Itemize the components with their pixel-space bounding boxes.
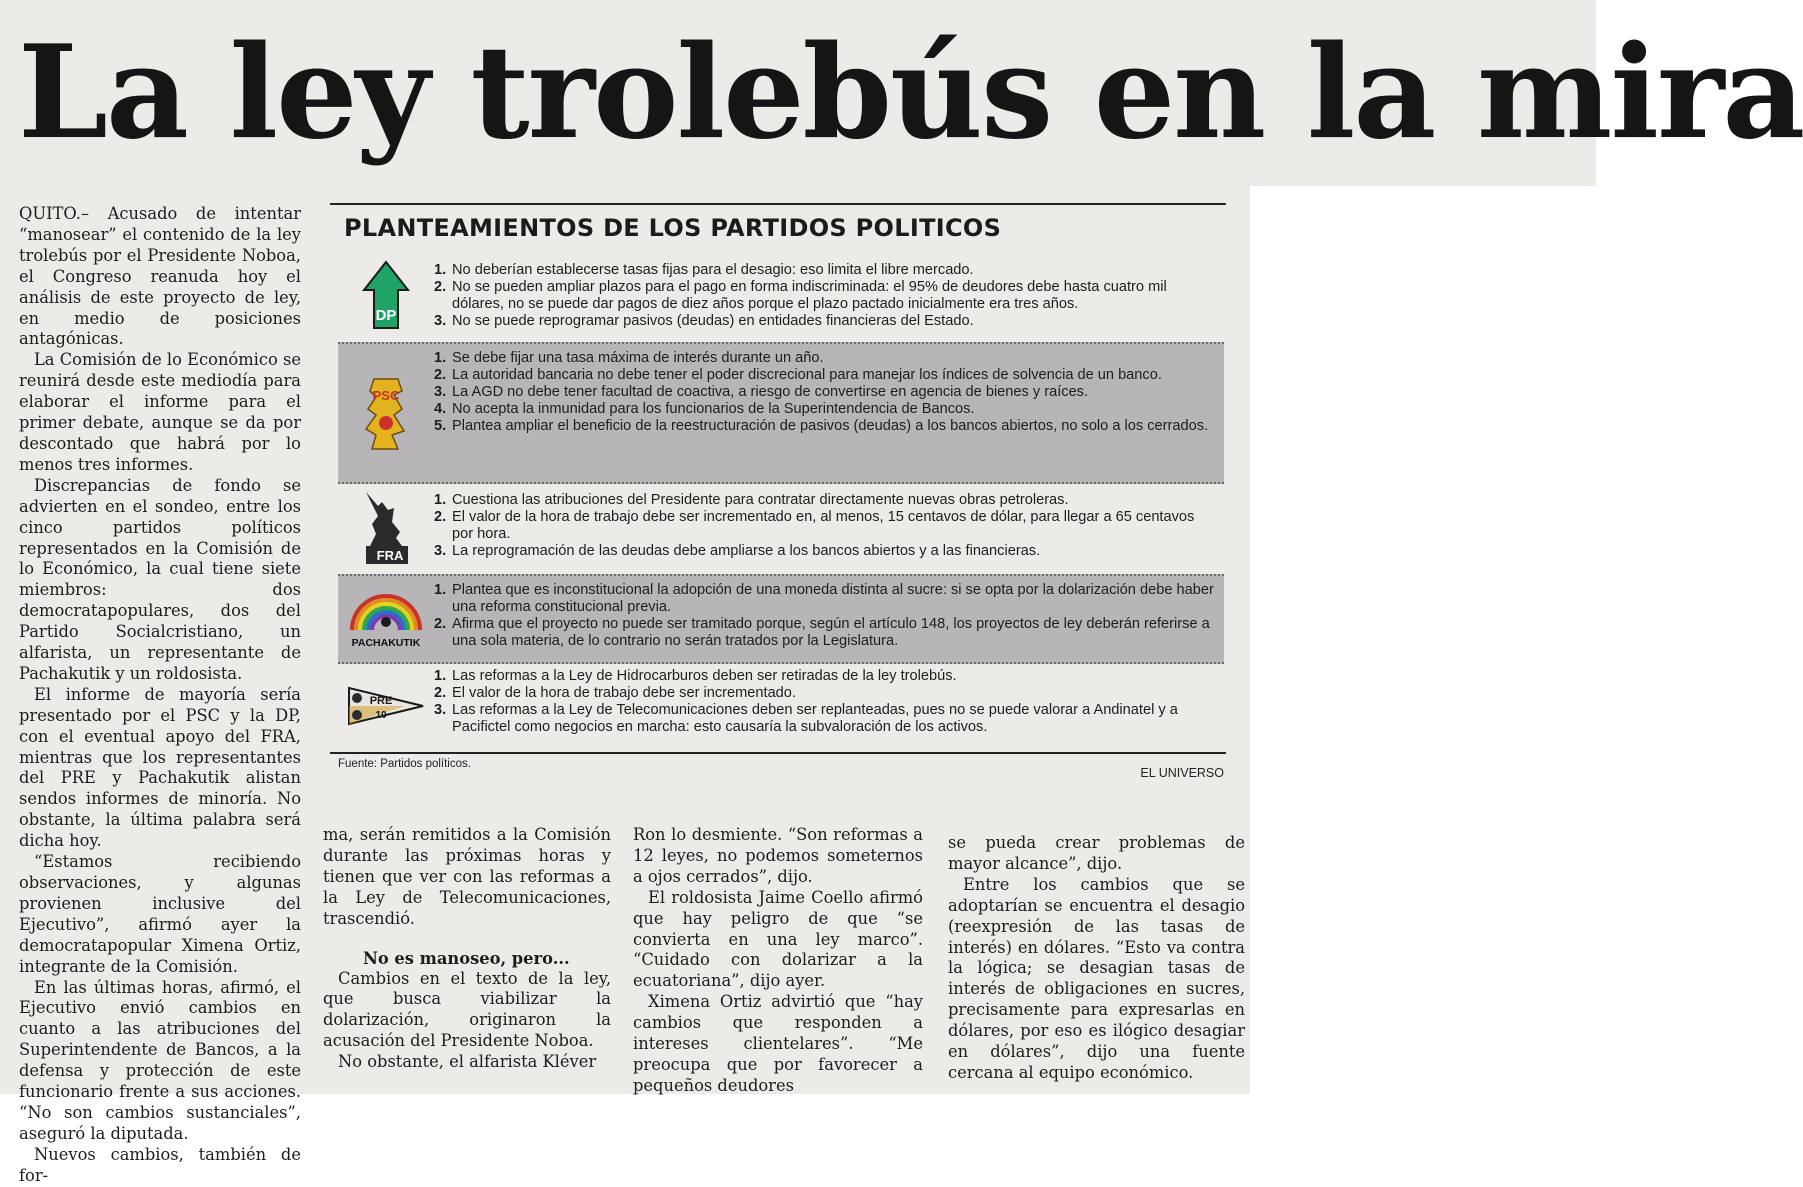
party-block-dp (338, 256, 1224, 334)
pre-pennant-icon (338, 664, 434, 748)
party-point: 3. La reprogramación de las deudas debe ampliarse a los bancos abiertos y a las financieras. (434, 543, 1041, 559)
article-paragraph: El informe de mayoría sería presentado por el PSC y la DP, con el eventual apoyo del FRA, mientras que los representantes del PRE y Pachakutik alistan sendos informes de minoría. No obstante, la última palabra será dicha hoy. (19, 684, 301, 851)
article-paragraph: En las últimas horas, afirmó, el Ejecutivo envió cambios en cuanto a las atribuciones del Superintendente de Bancos, a la defensa y protección de este funcionario frente a sus acciones. “No son cambios sustanciales”, aseguró la diputada. (19, 977, 301, 1143)
party-point: 1. Las reformas a la Ley de Hidrocarburos deben ser retiradas de la ley trolebús. (434, 668, 957, 684)
article-paragraph: ma, serán remitidos a la Comisión durante las próximas horas y tienen que ver con las reformas a la Ley de Telecomunicaciones, trascendió. (323, 825, 611, 928)
article-paragraph: se pueda crear problemas de mayor alcance”, dijo. (948, 833, 1245, 873)
rainbow-icon (338, 576, 434, 662)
party-point: 2. La autoridad bancaria no debe tener el poder discrecional para manejar los índices de solvencia de un banco. (434, 367, 1162, 383)
article-column-4 (948, 833, 1245, 1084)
party-point: 1. Se debe fijar una tasa máxima de interés durante un año. (434, 350, 824, 366)
party-point: 4. No acepta la inmunidad para los funcionarios de la Superintendencia de Bancos. (434, 401, 975, 417)
article-column-2 (323, 825, 611, 1073)
party-point: 2. No se pueden ampliar plazos para el pago en forma indiscriminada: el 95% de deudores debe hasta cuatro mil dólares, no se puede dar pagos de diez años porque el plazo pactado inicialmente era tres años. (434, 279, 1167, 312)
pachakutik-logo-text: PACHAKUTIK (351, 637, 421, 649)
article-paragraph: El roldosista Jaime Coello afirmó que hay peligro de que “se convierta en una ley marco”. “Cuidado con dolarizar a la ecuatoriana”, dijo ayer. (633, 887, 923, 991)
article-paragraph: Entre los cambios que se adoptarían se encuentra el desagio (reexpresión de las tasas de interés) en dólares. “Esto va contra la lógica; se desagian tasas de interés de obligaciones en sucres, precisamente para expresarlas en dólares, por eso es ilógico desagiar en dólares”, dijo una fuente cercana al equipo económico. (948, 874, 1245, 1082)
article-paragraph: Discrepancias de fondo se advierten en el sondeo, entre los cinco partidos políticos representados en la Comisión de lo Económico, la cual tiene siete miembros: dos democratapopulares, dos del Partido Socialcristiano, un alfarista, un representante de Pachakutik y un roldosista. (19, 475, 301, 683)
fra-statue-icon (338, 484, 434, 570)
article-subhead: No es manoseo, pero... (363, 948, 570, 968)
headline: La ley trolebús en la mira (18, 18, 1803, 168)
box-source: Fuente: Partidos políticos. (338, 758, 471, 770)
party-point: 2. El valor de la hora de trabajo debe ser incrementado. (434, 685, 796, 701)
psc-emblem-icon (338, 344, 434, 482)
fra-logo-text: FRA (376, 548, 404, 563)
party-point: 1. Cuestiona las atribuciones del Presidente para contratar directamente nuevas obras petroleras. (434, 492, 1069, 508)
party-block-psc (338, 342, 1224, 484)
party-block-pre (338, 664, 1224, 748)
box-top-rule (330, 203, 1226, 205)
article-paragraph: No obstante, el alfarista Kléver (338, 1052, 597, 1072)
article-paragraph: La Comisión de lo Económico se reunirá desde este mediodía para elaborar el informe para el primer debate, aunque se da por descontado que habrá por lo menos tres informes. (19, 350, 301, 474)
party-point: 1. No deberían establecerse tasas fijas para el desagio: eso limita el libre mercado. (434, 262, 974, 278)
party-point: 3. Las reformas a la Ley de Telecomunicaciones deben ser replanteadas, pues no se puede valorar a Andinatel y a Pacifictel como negocios en marcha: esto causaría la subvaloración de los activos. (434, 702, 1178, 735)
party-points-list (434, 262, 1214, 330)
box-bottom-rule (330, 752, 1226, 754)
party-point: 3. La AGD no debe tener facultad de coactiva, a riesgo de convertirse en agencia de bienes y raíces. (434, 384, 1089, 400)
pre-logo-text: PRE (369, 695, 393, 707)
psc-logo-text: PSC (372, 388, 400, 403)
article-paragraph: Nuevos cambios, también de for- (19, 1144, 301, 1185)
party-block-fra (338, 484, 1224, 570)
pre-logo-number: 10 (375, 710, 387, 721)
box-title: PLANTEAMIENTOS DE LOS PARTIDOS POLITICOS (344, 214, 1002, 242)
party-point: 5. Plantea ampliar el beneficio de la reestructuración de pasivos (deudas) a los bancos abiertos, no solo a los cerrados. (434, 418, 1209, 434)
party-points-list (434, 582, 1214, 650)
article-column-1 (19, 204, 301, 1187)
dp-logo-text: DP (375, 307, 397, 324)
party-point: 1. Plantea que es inconstitucional la adopción de una moneda distinta al sucre: si se opta por la dolarización debe haber una reforma constitucional previa. (434, 582, 1214, 615)
party-block-pachakutik (338, 574, 1224, 664)
party-points-list (434, 492, 1214, 560)
party-point: 2. El valor de la hora de trabajo debe ser incrementado en, al menos, 15 centavos de dólar, para llegar a 65 centavos por hora. (434, 509, 1195, 542)
party-points-list (434, 350, 1214, 435)
dp-arrow-icon (338, 256, 434, 334)
article-paragraph: QUITO.– Acusado de intentar “manosear” el contenido de la ley trolebús por el Presidente Noboa, el Congreso reanuda hoy el análisis de este proyecto de ley, en medio de posiciones antagónicas. (19, 204, 301, 349)
article-paragraph: Cambios en el texto de la ley, que busca viabilizar la dolarización, originaron la acusación del Presidente Noboa. (323, 968, 611, 1051)
party-points-list (434, 668, 1214, 736)
article-paragraph: Ximena Ortiz advirtió que “hay cambios que responden a intereses clientelares”. “Me preocupa que por favorecer a pequeños deudores (633, 992, 923, 1095)
party-positions-box (318, 200, 1238, 786)
article-paragraph: Ron lo desmiente. “Son reformas a 12 leyes, no podemos someternos a ojos cerrados”, dijo. (633, 825, 923, 886)
box-credit: EL UNIVERSO (1140, 766, 1224, 780)
article-paragraph: “Estamos recibiendo observaciones, y algunas provienen inclusive del Ejecutivo”, afirmó ayer la democratapopular Ximena Ortiz, integrante de la Comisión. (19, 852, 301, 976)
article-column-3 (633, 825, 923, 1097)
party-point: 2. Afirma que el proyecto no puede ser tramitado porque, según el artículo 148, los proyectos de ley deberán referirse a una sola materia, de lo contrario no serán tratados por la Legislatura. (434, 616, 1210, 649)
party-point: 3. No se puede reprogramar pasivos (deudas) en entidades financieras del Estado. (434, 313, 974, 329)
